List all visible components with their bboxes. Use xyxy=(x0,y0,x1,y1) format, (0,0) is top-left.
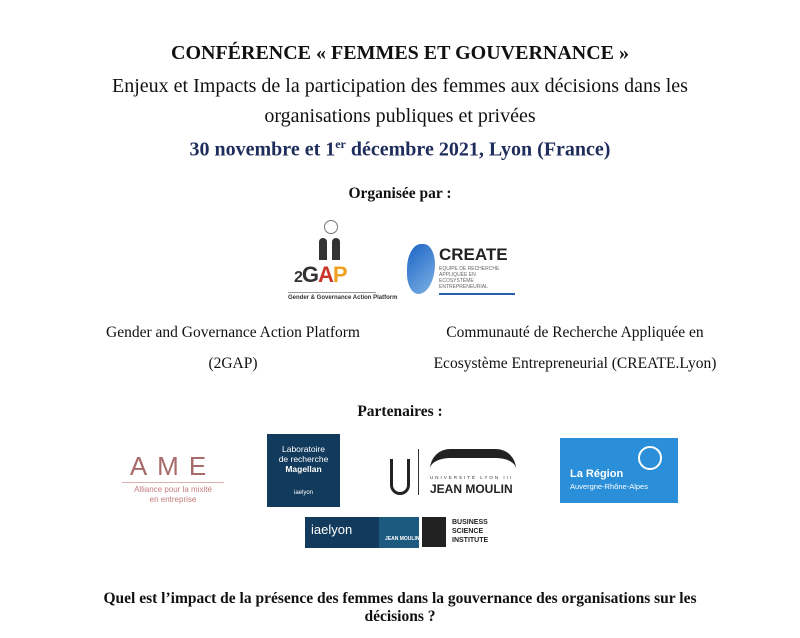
region-logo: La Région Auvergne-Rhône-Alpes xyxy=(560,438,678,503)
date-text-end: décembre 2021, Lyon (France) xyxy=(345,138,611,161)
jean-moulin-arches-icon xyxy=(430,449,516,469)
globe-icon xyxy=(324,220,338,234)
ame-logo: AME Alliance pour la mixité en entreprise xyxy=(122,452,224,505)
partners-heading: Partenaires : xyxy=(357,403,443,420)
create-wave-icon xyxy=(407,244,435,294)
people-icon xyxy=(316,234,344,262)
organised-by-heading: Organisée par : xyxy=(348,185,452,202)
magellan-logo: Laboratoire de recherche Magellan iaelyon xyxy=(267,434,340,507)
date-text: 30 novembre et 1 xyxy=(189,138,336,161)
organiser-caption-create-2: Ecosystème Entrepreneurial (CREATE.Lyon) xyxy=(433,355,717,372)
subtitle-line-1: Enjeux et Impacts de la participation des femmes aux décisions dans les xyxy=(112,75,688,97)
business-science-institute-logo: BUSINESS SCIENCE INSTITUTE xyxy=(422,517,502,548)
conference-title: CONFÉRENCE « FEMMES ET GOUVERNANCE » xyxy=(171,42,629,64)
subtitle-line-2: organisations publiques et privées xyxy=(264,105,536,127)
region-mountain-icon xyxy=(638,446,662,470)
conference-date xyxy=(0,137,800,162)
organiser-caption-2gap-2: (2GAP) xyxy=(208,355,258,372)
jean-moulin-logo: UNIVERSITÉ LYON III JEAN MOULIN xyxy=(388,447,518,499)
2gap-logo: 2GAP Gender & Governance Action Platform xyxy=(288,218,376,306)
organiser-caption-create-1: Communauté de Recherche Appliquée en xyxy=(446,324,704,341)
question-line-1: Quel est l’impact de la présence des femmes dans la gouvernance des organisations sur les xyxy=(103,590,697,607)
create-logo: CREATE EQUIPE DE RECHERCHE APPLIQUÉE EN ECOSYSTÈME ENTREPRENEURIAL xyxy=(405,240,520,302)
iaelyon-logo: iaelyon JEAN MOULIN xyxy=(305,517,419,548)
lion-crest-icon xyxy=(390,459,410,495)
question-line-2: décisions ? xyxy=(364,608,436,625)
organiser-caption-2gap-1: Gender and Governance Action Platform xyxy=(106,324,360,341)
bsi-emblem-icon xyxy=(422,517,446,547)
date-sup: er xyxy=(335,137,346,151)
